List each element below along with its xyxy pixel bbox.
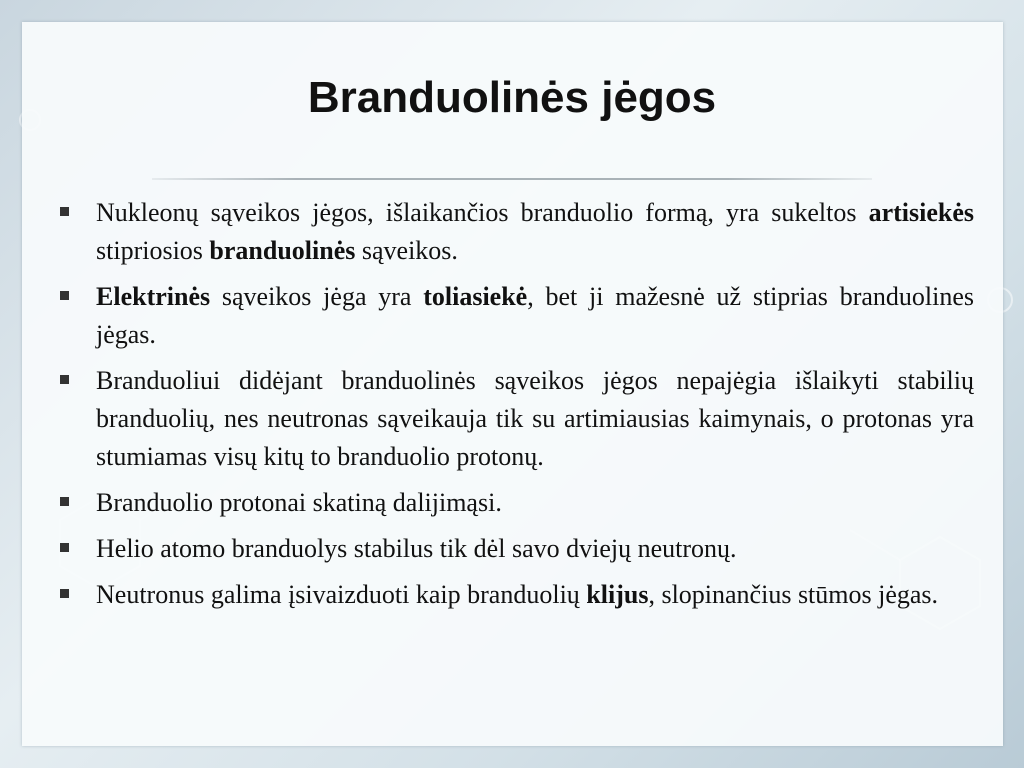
text-run: Neutronus galima įsivaizduoti kaip branduolių — [96, 580, 587, 609]
bullet-item — [56, 278, 974, 354]
slide-title: Branduolinės jėgos — [307, 73, 717, 122]
bold-text-run: toliasiekė — [423, 282, 528, 311]
title-divider — [152, 178, 872, 180]
text-run: , slopinančius stūmos jėgas. — [648, 580, 939, 609]
text-run: sąveikos. — [355, 236, 458, 265]
bullet-list — [56, 194, 974, 622]
square-bullet-icon — [60, 291, 69, 300]
text-run: , bet ji mažesnė už stiprias branduolines jėgas. — [96, 282, 974, 349]
square-bullet-icon — [60, 543, 69, 552]
bullet-item — [56, 576, 974, 614]
bold-text-run: klijus — [586, 580, 649, 609]
square-bullet-icon — [60, 375, 69, 384]
bold-text-run: Elektrinės — [96, 282, 211, 311]
bullet-item — [56, 362, 974, 476]
bullet-item — [56, 530, 974, 568]
text-run: Nukleonų sąveikos jėgos, išlaikančios branduolio formą, yra sukeltos — [96, 198, 869, 227]
square-bullet-icon — [60, 207, 69, 216]
bold-text-run: branduolinės — [209, 236, 356, 265]
text-run: Helio atomo branduolys stabilus tik dėl savo dviejų neutronų. — [96, 534, 737, 563]
text-run: stipriosios — [96, 236, 210, 265]
text-run: sąveikos jėga yra — [210, 282, 424, 311]
square-bullet-icon — [60, 589, 69, 598]
bullet-item — [56, 484, 974, 522]
bold-text-run: artisiekės — [868, 198, 974, 227]
text-run: Branduolio protonai skatiną dalijimąsi. — [96, 488, 502, 517]
square-bullet-icon — [60, 497, 69, 506]
bullet-item — [56, 194, 974, 270]
text-run: Branduoliui didėjant branduolinės sąveikos jėgos nepajėgia išlaikyti stabilių branduolių, nes neutronas sąveikauja tik su artimiausias kaimynais, o protonas yra stumiamas visų kitų to branduolio protonų. — [96, 366, 974, 471]
